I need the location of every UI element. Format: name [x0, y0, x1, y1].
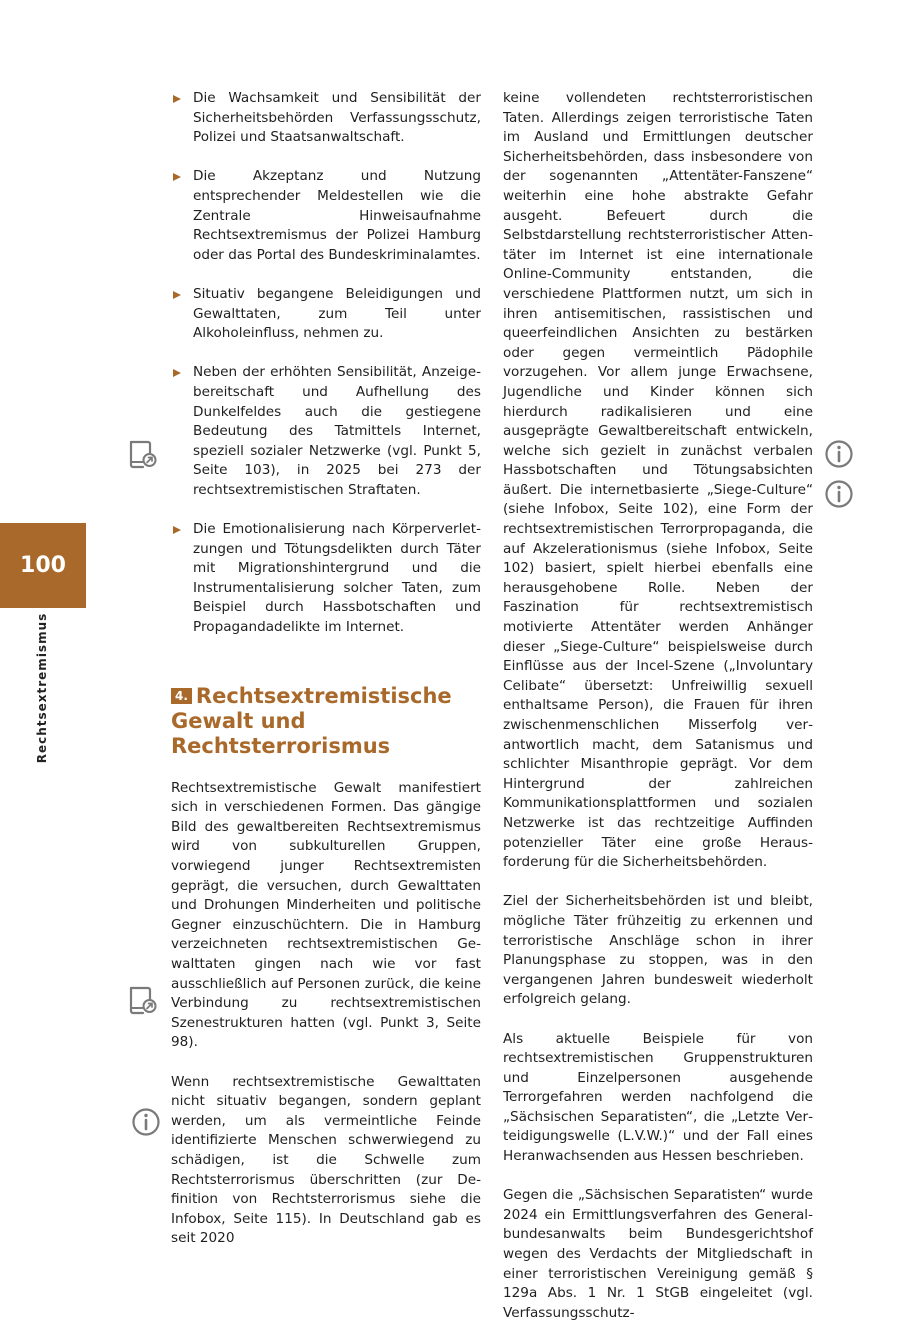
list-item: Die Akzeptanz und Nutzung entsprechender Meldestellen wie die Zentrale Hinweisaufnahme Rechtsextremismus der Polizei Hamburg oder das Portal des Bundeskriminalamtes.	[171, 167, 481, 265]
list-item: Neben der erhöhten Sensibilität, Anzeigebereitschaft und Aufhellung des Dunkelfeldes auch die gestiegene Bedeutung des Tatmittels Internet, speziell sozialer Netzwerke (vgl. Punkt 5, Seite 103), in 2025 bei 273 der rechtsextremistischen Straftaten.	[171, 363, 481, 500]
list-item: Situativ begangene Beleidigungen und Gewalttaten, zum Teil unter Alkoholeinfluss, nehmen zu.	[171, 285, 481, 344]
section-title-vertical: Rechtsextremismus	[35, 612, 49, 764]
body-paragraph: Gegen die „Sächsischen Separatisten“ wurde 2024 ein Ermittlungsverfahren des Generalbundesanwalts beim Bundesgerichtshof wegen des Verdachts der Mitgliedschaft in einer terroristischen Vereinigung gemäß § 129a Abs. 1 Nr. 1 StGB eingeleitet (vgl. Verfassungsschutz-	[503, 1187, 813, 1321]
list-item: Die Wachsamkeit und Sensibilität der Sicherheitsbehörden Verfassungsschutz, Polizei und Staatsanwaltschaft.	[171, 89, 481, 148]
right-column	[503, 89, 813, 1343]
body-paragraph: Rechtsextremistische Gewalt manifestiert sich in verschiedenen Formen. Das gängige Bild des gewaltbereiten Rechtsextremismus wird von subkulturellen Gruppen, vorwiegend junger Rechtsextremisten geprägt, die versuchen, durch Gewalttaten und Drohungen Minderheiten und politische Gegner einzuschüchtern. Die in Hamburg verzeichneten rechtsextremistischen Gewalttaten gingen nach wie vor fast ausschließlich auf Personen zurück, die keine Verbindung zu rechtsextremistischen Szenestrukturen hatten (vgl. Punkt 3, Seite 98).	[171, 779, 481, 1051]
section-heading-text: Rechtsextremistische Gewalt und Rechtsterrorismus	[171, 683, 452, 758]
info-icon[interactable]	[823, 478, 855, 510]
section-number-badge: 4.	[171, 688, 192, 704]
bullet-list	[171, 89, 481, 638]
info-icon[interactable]	[823, 438, 855, 470]
body-paragraph: Wenn rechtsextremistische Gewalttaten nicht situativ begangen, sondern geplant werden, um als vermeintliche Feinde identifizierte Menschen schwerwiegend zu schädigen, ist die Schwelle zum Rechtsterrorismus überschritten (zur Definition von Rechtsterrorismus siehe die Infobox, Seite 115). In Deutschland gab es seit 2020	[171, 1073, 481, 1247]
info-icon[interactable]	[130, 1106, 162, 1138]
body-paragraph: keine vollendeten rechtsterroristischen Taten. Allerdings zeigen terroristische Taten im Ausland und Ermittlungen deutscher Sicherheitsbehörden, dass insbesondere von der sogenannten „Attentäter-Fanszene“ weiterhin eine hohe abstrakte Gefahr ausgeht. Befeuert durch die Selbstdarstellung rechtsterroristischer Attentäter im Internet ist eine internationale Online-Community entstanden, die verschiedene Plattformen nutzt, um sich in ihren antisemitischen, rassistischen und queerfeindlichen Ansichten zu bestärken oder gegen vermeintlich Pädophile vorzugehen. Vor allem junge Erwachsene, Jugendliche und Kinder können sich hierdurch radikalisieren und eine ausgeprägte Gewaltbereitschaft entwickeln, welche sich gezielt in zunächst verbalen Hassbotschaften und Tötungsabsichten äußert. Die internetbasierte „Siege-Culture“ (siehe Infobox, Seite 102), eine Form der rechtsextremistischen Terrorpropaganda, die auf Akzelerationismus (siehe Infobox, Seite 102) basiert, spielt hierbei ebenfalls eine herausgehobene Rolle. Neben der Faszination für rechtsextremistisch motivierte Attentäter werden Anhänger dieser „Siege-Culture“ beispielsweise durch Einflüsse aus der Incel-Szene („Involuntary Celibate“ übersetzt: Unfreiwillig sexuell enthaltsame Person), die Frauen für ihren zwischenmenschlichen Misserfolg verantwortlich macht, dem Satanismus und schlichter Misanthropie geprägt. Vor dem Hintergrund der zahlreichen Kommunikationsplattformen und sozialen Netzwerke ist das rechtzeitige Auffinden potenzieller Täter eine große Herausforderung für die Sicherheitsbehörden.	[503, 90, 813, 871]
page-number: 100	[20, 553, 66, 578]
page-number-tab	[0, 523, 86, 608]
book-reference-icon[interactable]	[126, 438, 158, 470]
left-column	[171, 89, 481, 1268]
section-heading	[171, 684, 481, 759]
body-paragraph: Ziel der Sicherheitsbehörden ist und bleibt, mögliche Täter frühzeitig zu erkennen und terroristische Anschläge schon in ihrer Planungsphase zu stoppen, was in den vergangenen Jahren bundesweit wiederholt erfolgreich gelang.	[503, 893, 813, 1008]
book-reference-icon[interactable]	[126, 984, 158, 1016]
body-paragraph: Als aktuelle Beispiele für von rechtsextremistischen Gruppenstrukturen und Einzelpersonen ausgehende Terrorgefahren werden nachfolgend die „Sächsischen Separatisten“, die „Letzte Verteidigungswelle (L.V.W.)“ und der Fall eines Heranwachsenden aus Hessen beschrieben.	[503, 1030, 813, 1165]
list-item: Die Emotionalisierung nach Körperverletzungen und Tötungsdelikten durch Täter mit Migrationshintergrund und die Instrumentalisierung solcher Taten, zum Beispiel durch Hassbotschaften und Propagandadelikte im Internet.	[171, 520, 481, 638]
